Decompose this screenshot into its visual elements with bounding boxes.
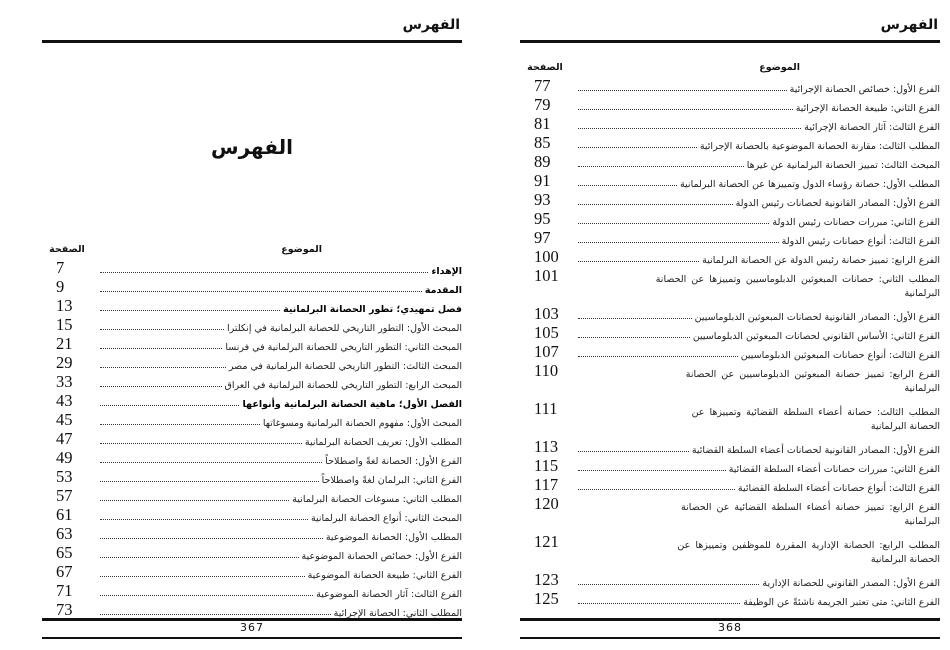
toc-entry-title: الفرع الأول: المصادر القانونية لحصانات المبعوثين الدبلوماسيين: [694, 312, 940, 323]
toc-entry-title: المطلب الأول: تعريف الحصانة البرلمانية: [304, 437, 462, 448]
toc-page-number: 79: [534, 95, 551, 114]
toc-page-number: 47: [56, 429, 73, 448]
toc-entry: [520, 437, 940, 456]
toc-page-number: 115: [534, 456, 559, 475]
toc-entry-title: الفرع الثالث: أنواع حصانات أعضاء السلطة القضائية: [737, 483, 940, 494]
toc-entry: [520, 133, 940, 152]
toc-entry-title-continued: البرلمانية: [904, 288, 940, 299]
toc-entry-title-continued: البرلمانية: [904, 516, 940, 527]
toc-page-number: 123: [534, 570, 559, 589]
toc-entry-title: المقدمة: [424, 285, 462, 296]
toc-entry-title: المبحث الثاني: أنواع الحصانة البرلمانية: [310, 513, 462, 524]
toc-page-number: 120: [534, 494, 559, 513]
right-running-header: [520, 14, 940, 43]
toc-entry-title-continued: الحصانة البرلمانية: [870, 421, 940, 432]
dot-leader: [578, 147, 697, 148]
toc-entry-title: الفرع الثالث: أنواع حصانات المبعوثين الدبلوماسيين: [740, 350, 940, 361]
toc-entry: [520, 323, 940, 342]
toc-entry-title: المطلب الثاني: مسوغات الحصانة البرلمانية: [292, 494, 462, 505]
toc-entry: [520, 95, 940, 114]
toc-entry: [42, 372, 462, 391]
dot-leader: [100, 576, 305, 577]
toc-entry-title: الفرع الأول: خصائص الحصانة الإجرائية: [789, 84, 940, 95]
toc-entry-title: المبحث الأول: مفهوم الحصانة البرلمانية ومسوغاتها: [262, 418, 462, 429]
dot-leader: [100, 405, 239, 406]
toc-entry: [42, 581, 462, 600]
dot-leader: [578, 356, 738, 357]
dot-leader: [578, 223, 769, 224]
toc-entry-title: الفرع الثاني: مبررات حصانات أعضاء السلطة القضائية: [728, 464, 940, 475]
toc-entry: [520, 361, 940, 380]
toc-entry: [520, 247, 940, 266]
dot-leader: [578, 90, 787, 91]
toc-entry: [520, 228, 940, 247]
toc-page-number: 97: [534, 228, 551, 247]
right-page: [520, 0, 940, 650]
dot-leader: [100, 367, 226, 368]
toc-page-number: 7: [56, 258, 65, 277]
dot-leader: [100, 538, 323, 539]
toc-entry: [520, 589, 940, 608]
toc-page-number: 91: [534, 171, 551, 190]
toc-page-number: 53: [56, 467, 73, 486]
toc-entry: [42, 467, 462, 486]
toc-entry: [520, 342, 940, 361]
toc-entry: [520, 266, 940, 285]
toc-entry: [42, 277, 462, 296]
page-column-heading: الصفحة: [49, 244, 85, 255]
toc-entry: [42, 486, 462, 505]
toc-entry-title: الفرع الأول: المصادر القانونية لحصانات رئيس الدولة: [735, 198, 940, 209]
toc-entry-title: الفرع الثاني: الأساس القانوني لحصانات المبعوثين الدبلوماسيين: [692, 331, 940, 342]
dot-leader: [578, 489, 735, 490]
toc-page-number: 111: [534, 399, 558, 418]
dot-leader: [578, 470, 726, 471]
right-footer: [520, 618, 940, 640]
dot-leader: [100, 462, 322, 463]
toc-entry: [520, 456, 940, 475]
toc-entry-title: المطلب الأول: حصانة رؤساء الدول وتمييزها عن الحصانة البرلمانية: [679, 179, 940, 190]
toc-page-number: 81: [534, 114, 551, 133]
dot-leader: [100, 595, 313, 596]
dot-leader: [578, 204, 733, 205]
toc-page-number: 15: [56, 315, 73, 334]
toc-page-number: 110: [534, 361, 559, 380]
toc-page-number: 71: [56, 581, 73, 600]
toc-entry: [42, 505, 462, 524]
toc-page-number: 93: [534, 190, 551, 209]
toc-entry: [42, 524, 462, 543]
toc-entry-title: فصل تمهيدي؛ تطور الحصانة البرلمانية: [283, 304, 462, 315]
toc-entry: [42, 258, 462, 277]
toc-page-number: 100: [534, 247, 559, 266]
column-headings: [42, 244, 462, 258]
dot-leader: [578, 128, 801, 129]
toc-entry: [520, 399, 940, 418]
toc-entry: [520, 570, 940, 589]
dot-leader: [578, 242, 779, 243]
dot-leader: [578, 318, 692, 319]
toc-list: [520, 76, 940, 608]
toc-entry-title: المبحث الرابع: التطور التاريخي للحصانة البرلمانية في العراق: [224, 380, 462, 391]
dot-leader: [100, 386, 222, 387]
toc-page-number: 95: [534, 209, 551, 228]
toc-entry-continuation: [520, 551, 940, 570]
dot-leader: [100, 424, 260, 425]
toc-entry-title: الفرع الثاني: طبيعة الحصانة الموضوعية: [307, 570, 462, 581]
toc-page-number: 113: [534, 437, 559, 456]
toc-page-number: 77: [534, 76, 551, 95]
toc-entry-title: الفرع الأول: المصادر القانونية لحصانات أعضاء السلطة القضائية: [691, 445, 940, 456]
topic-column-heading: الموضوع: [759, 62, 800, 73]
toc-entry: [520, 76, 940, 95]
toc-entry-title: الفرع الثاني: البرلمان لغةً واصطلاحاً: [321, 475, 462, 486]
toc-entry: [520, 304, 940, 323]
left-footer: [42, 618, 462, 640]
page-title: الفهرس: [210, 135, 293, 159]
toc-entry: [42, 600, 462, 619]
toc-page-number: 105: [534, 323, 559, 342]
toc-page-number: 101: [534, 266, 559, 285]
toc-entry: [42, 448, 462, 467]
toc-entry-title: المبحث الثالث: التطور التاريخي للحصانة البرلمانية في مصر: [228, 361, 462, 372]
dot-leader: [100, 500, 289, 501]
toc-entry: [42, 353, 462, 372]
toc-entry: [42, 543, 462, 562]
toc-entry-title: المطلب الثالث: مقارنة الحصانة الموضوعية بالحصانة الإجرائية: [699, 141, 940, 152]
toc-entry: [42, 334, 462, 353]
toc-entry: [520, 190, 940, 209]
toc-entry-title: المبحث الأول: التطور التاريخي للحصانة البرلمانية في إنكلترا: [227, 323, 462, 334]
toc-list: [42, 258, 462, 619]
toc-entry-title: الفرع الثاني: مبررات حصانات رئيس الدولة: [772, 217, 940, 228]
toc-entry-title: الفرع الثالث: أنواع حصانات رئيس الدولة: [781, 236, 940, 247]
toc-page-number: 65: [56, 543, 73, 562]
toc-entry-title: المطلب الرابع: الحصانة الإدارية المقررة للموظفين وتمييزها عن: [677, 540, 940, 551]
toc-entry-continuation: [520, 285, 940, 304]
toc-entry-continuation: [520, 380, 940, 399]
toc-page-number: 33: [56, 372, 73, 391]
toc-entry: [42, 391, 462, 410]
toc-entry-title: المبحث الثالث: تمييز الحصانة البرلمانية عن غيرها: [746, 160, 940, 171]
running-header-title: الفهرس: [402, 17, 460, 33]
toc-entry-title: الفرع الأول: خصائص الحصانة الموضوعية: [301, 551, 462, 562]
toc-entry: [42, 410, 462, 429]
toc-page-number: 9: [56, 277, 65, 296]
toc-entry: [520, 494, 940, 513]
toc-entry-title: الفرع الأول: المصدر القانوني للحصانة الإدارية: [762, 578, 940, 589]
toc-entry-title: المطلب الثالث: حصانة أعضاء السلطة القضائية وتمييزها عن: [691, 407, 940, 418]
toc-entry-title-continued: الحصانة البرلمانية: [870, 554, 940, 565]
dot-leader: [100, 443, 302, 444]
toc-entry-title: المطلب الثاني: الحصانة الإجرائية: [333, 608, 462, 619]
column-headings: [520, 62, 940, 76]
toc-entry-title: الفرع الثالث: آثار الحصانة الموضوعية: [316, 589, 462, 600]
toc-entry-title: الإهداء: [431, 266, 462, 277]
dot-leader: [578, 603, 740, 604]
dot-leader: [100, 481, 319, 482]
toc-page-number: 61: [56, 505, 73, 524]
dot-leader: [578, 185, 677, 186]
dot-leader: [100, 614, 331, 615]
toc-page-number: 67: [56, 562, 73, 581]
dot-leader: [100, 272, 428, 273]
toc-entry: [42, 562, 462, 581]
toc-page-number: 57: [56, 486, 73, 505]
toc-page-number: 73: [56, 600, 73, 619]
dot-leader: [578, 109, 793, 110]
dot-leader: [100, 329, 224, 330]
left-running-header: [42, 14, 462, 43]
toc-page-number: 85: [534, 133, 551, 152]
toc-page-number: 125: [534, 589, 559, 608]
dot-leader: [578, 584, 759, 585]
dot-leader: [100, 348, 222, 349]
toc-page-number: 29: [56, 353, 73, 372]
toc-entry-title: الفرع الثاني: متى تعتبر الجريمة ناشئةً عن الوظيفة: [743, 597, 940, 608]
page-number: 367: [240, 621, 264, 634]
toc-page-number: 49: [56, 448, 73, 467]
toc-entry: [520, 171, 940, 190]
toc-entry-title: الفرع الرابع: تمييز حصانة أعضاء السلطة القضائية عن الحصانة: [680, 502, 940, 513]
dot-leader: [578, 261, 699, 262]
dot-leader: [100, 310, 280, 311]
toc-entry-title: الفرع الرابع: تمييز حصانة رئيس الدولة عن الحصانة البرلمانية: [702, 255, 940, 266]
toc-page-number: 43: [56, 391, 73, 410]
dot-leader: [578, 451, 689, 452]
toc-entry-continuation: [520, 418, 940, 437]
toc-entry-title: الفرع الثالث: آثار الحصانة الإجرائية: [804, 122, 940, 133]
toc-page-number: 117: [534, 475, 559, 494]
toc-page-number: 89: [534, 152, 551, 171]
dot-leader: [100, 557, 299, 558]
toc-page-number: 13: [56, 296, 73, 315]
left-page: [42, 0, 462, 650]
toc-entry: [520, 152, 940, 171]
toc-entry: [520, 209, 940, 228]
toc-page-number: 63: [56, 524, 73, 543]
toc-page-number: 21: [56, 334, 73, 353]
toc-entry-title: الفصل الأول؛ ماهية الحصانة البرلمانية وأنواعها: [242, 399, 462, 410]
dot-leader: [100, 291, 422, 292]
running-header-title: الفهرس: [880, 17, 938, 33]
dot-leader: [100, 519, 308, 520]
toc-page-number: 107: [534, 342, 559, 361]
toc-entry: [520, 475, 940, 494]
toc-entry-title: الفرع الرابع: تمييز حصانة المبعوثين الدبلوماسيين عن الحصانة: [685, 369, 940, 380]
toc-page-number: 45: [56, 410, 73, 429]
toc-page-number: 103: [534, 304, 559, 323]
toc-entry-title: الفرع الأول: الحصانة لغةً واصطلاحاً: [325, 456, 462, 467]
dot-leader: [578, 166, 744, 167]
toc-entry-title: المطلب الثاني: حصانات المبعوثين الدبلوماسيين وتمييزها عن الحصانة: [655, 274, 940, 285]
toc-entry-title: الفرع الثاني: طبيعة الحصانة الإجرائية: [795, 103, 940, 114]
toc-page-number: 121: [534, 532, 559, 551]
page-column-heading: الصفحة: [527, 62, 563, 73]
toc-entry: [42, 296, 462, 315]
page-number: 368: [718, 621, 742, 634]
dot-leader: [578, 337, 690, 338]
toc-entry-continuation: [520, 513, 940, 532]
toc-entry: [520, 532, 940, 551]
toc-entry-title: المطلب الأول: الحصانة الموضوعية: [325, 532, 462, 543]
topic-column-heading: الموضوع: [281, 244, 322, 255]
toc-entry-title-continued: البرلمانية: [904, 383, 940, 394]
toc-entry: [42, 429, 462, 448]
toc-entry: [42, 315, 462, 334]
toc-entry-title: المبحث الثاني: التطور التاريخي للحصانة البرلمانية في فرنسا: [225, 342, 462, 353]
toc-entry: [520, 114, 940, 133]
